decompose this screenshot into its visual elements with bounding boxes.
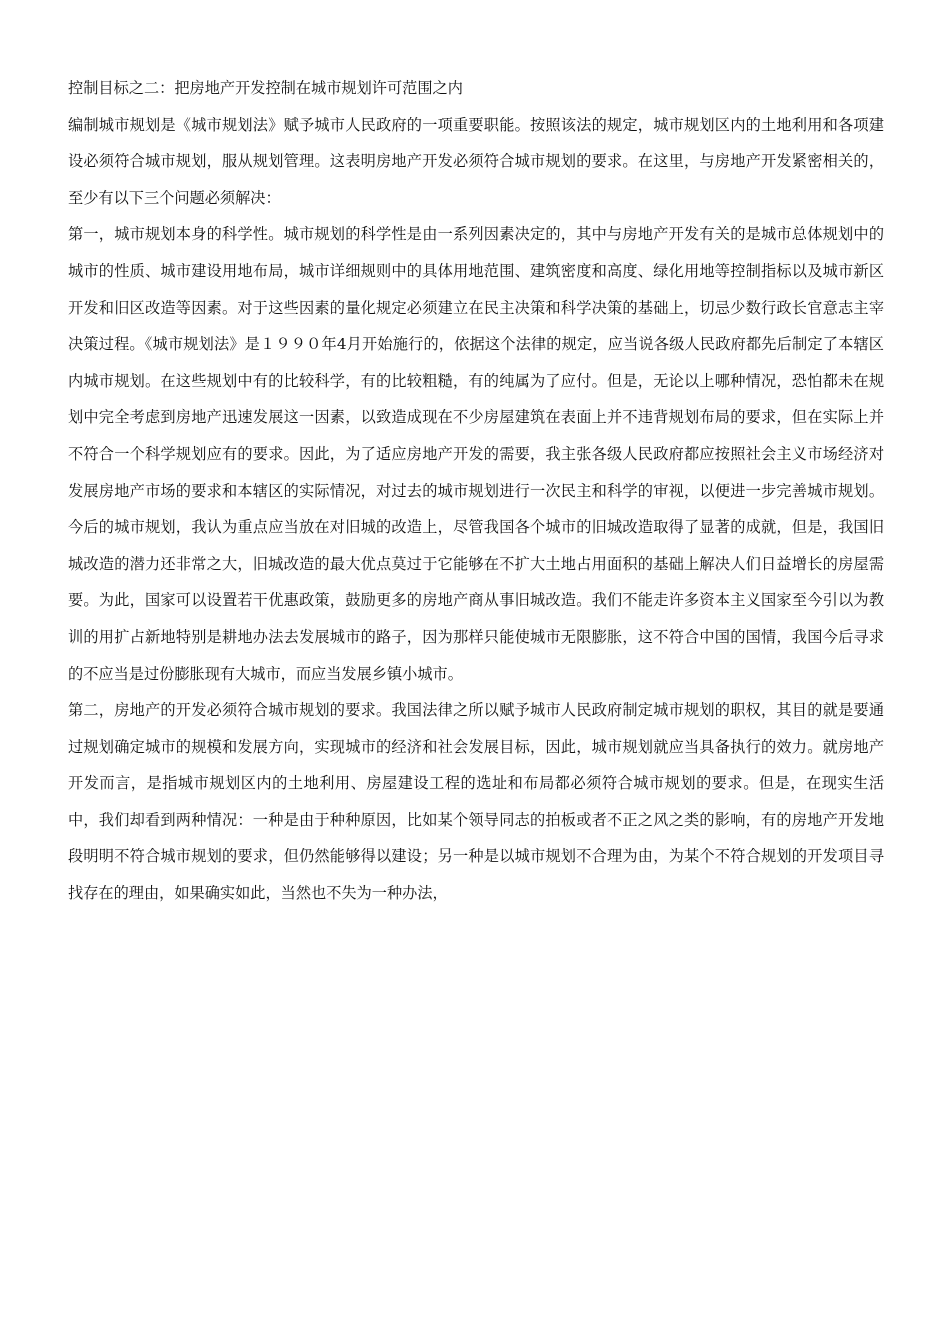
paragraph-intro: 编制城市规划是《城市规划法》赋予城市人民政府的一项重要职能。按照该法的规定，城市规划区内的土地利用和各项建设必须符合城市规划，服从规划管理。这表明房地产开发必须符合城市规划的要求。在这里，与房地产开发紧密相关的，至少有以下三个问题必须解决： — [68, 115, 884, 207]
document-page — [68, 70, 884, 912]
paragraph-first-point: 第一，城市规划本身的科学性。城市规划的科学性是由一系列因素决定的，其中与房地产开发有关的是城市总体规划中的城市的性质、城市建设用地布局，城市详细规则中的具体用地范围、建筑密度和高度、绿化用地等控制指标以及城市新区开发和旧区改造等因素。对于这些因素的量化规定必须建立在民主决策和科学决策的基础上，切忌少数行政长官意志主宰决策过程。《城市规划法》是１９９０年4月开始施行的，依据这个法律的规定，应当说各级人民政府都先后制定了本辖区内城市规划。在这些规划中有的比较科学，有的比较粗糙，有的纯属为了应付。但是，无论以上哪种情况，恐怕都未在规划中完全考虑到房地产迅速发展这一因素，以致造成现在不少房屋建筑在表面上并不违背规划布局的要求，但在实际上并不符合一个科学规划应有的要求。因此，为了适应房地产开发的需要，我主张各级人民政府都应按照社会主义市场经济对发展房地产市场的要求和本辖区的实际情况，对过去的城市规划进行一次民主和科学的审视，以便进一步完善城市规划。今后的城市规划，我认为重点应当放在对旧城的改造上，尽管我国各个城市的旧城改造取得了显著的成就，但是，我国旧城改造的潜力还非常之大，旧城改造的最大优点莫过于它能够在不扩大土地占用面积的基础上解决人们日益增长的房屋需要。为此，国家可以设置若干优惠政策，鼓励更多的房地产商从事旧城改造。我们不能走许多资本主义国家至今引以为教训的用扩占新地特别是耕地办法去发展城市的路子，因为那样只能使城市无限膨胀，这不符合中国的国情，我国今后寻求的不应当是过份膨胀现有大城市，而应当发展乡镇小城市。 — [68, 225, 884, 683]
section-heading: 控制目标之二：把房地产开发控制在城市规划许可范围之内 — [68, 79, 463, 97]
paragraph-second-point: 第二，房地产的开发必须符合城市规划的要求。我国法律之所以赋予城市人民政府制定城市规划的职权，其目的就是要通过规划确定城市的规模和发展方向，实现城市的经济和社会发展目标，因此，城市规划就应当具备执行的效力。就房地产开发而言，是指城市规划区内的土地利用、房屋建设工程的选址和布局都必须符合城市规划的要求。但是，在现实生活中，我们却看到两种情况：一种是由于种种原因，比如某个领导同志的拍板或者不正之风之类的影响，有的房地产开发地段明明不符合城市规划的要求，但仍然能够得以建设；另一种是以城市规划不合理为由，为某个不符合规划的开发项目寻找存在的理由，如果确实如此，当然也不失为一种办法， — [68, 701, 884, 903]
